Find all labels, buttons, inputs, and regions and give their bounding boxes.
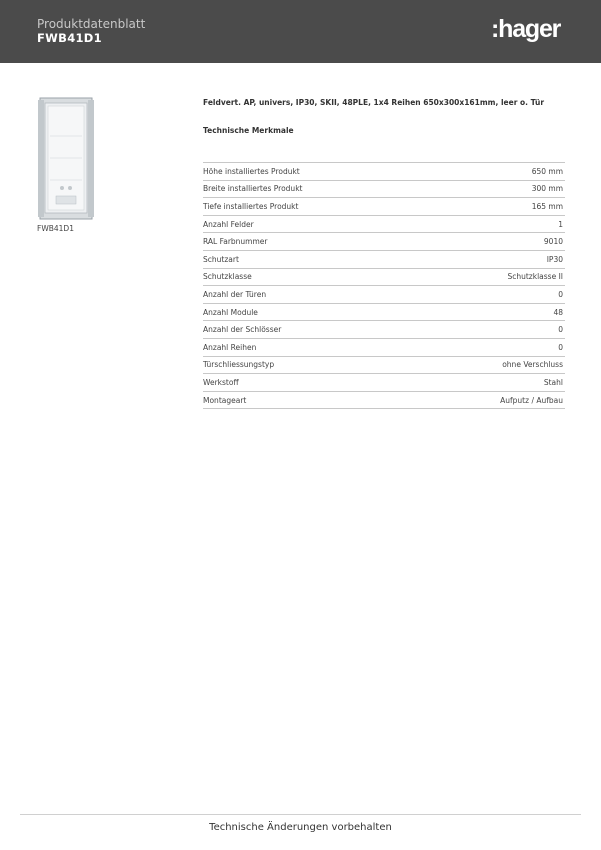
spec-label: Anzahl der Türen [203,289,267,299]
spec-label: Anzahl der Schlösser [203,325,282,335]
spec-value: Schutzklasse II [507,272,563,282]
spec-value: 165 mm [531,201,563,211]
spec-row [203,251,565,269]
spec-label: Anzahl Reihen [203,342,257,352]
spec-value: 650 mm [531,166,563,176]
spec-label: Tiefe installiertes Produkt [203,201,299,211]
spec-label: Anzahl Module [203,307,258,317]
spec-value: 9010 [543,237,563,247]
document-kind: Produktdatenblatt [37,17,146,31]
spec-label: Breite installiertes Produkt [203,184,303,194]
product-image [36,96,96,221]
spec-row [203,339,565,357]
spec-row [203,233,565,251]
footer-note: Technische Änderungen vorbehalten [209,822,392,833]
spec-row [203,392,565,410]
spec-row [203,374,565,392]
spec-label: Montageart [203,395,247,405]
spec-label: Schutzklasse [203,272,252,282]
spec-label: Schutzart [203,254,239,264]
spec-value: 1 [558,219,563,229]
spec-row [203,286,565,304]
spec-value: ohne Verschluss [502,360,563,370]
spec-row [203,269,565,287]
footer-divider [20,814,581,815]
spec-value: IP30 [546,254,563,264]
spec-value: Aufputz / Aufbau [500,395,563,405]
spec-value: 48 [553,307,563,317]
spec-value: 0 [558,289,563,299]
spec-label: Werkstoff [203,377,239,387]
spec-row [203,357,565,375]
document-id: FWB41D1 [37,31,102,45]
spec-label: Türschliessungstyp [203,360,275,370]
spec-row [203,321,565,339]
spec-row [203,216,565,234]
product-image-caption: FWB41D1 [37,224,74,233]
spec-label: RAL Farbnummer [203,237,268,247]
spec-value: Stahl [543,377,563,387]
spec-value: 0 [558,325,563,335]
spec-table [203,162,565,409]
spec-row [203,181,565,199]
spec-row [203,163,565,181]
spec-label: Höhe installiertes Produkt [203,166,300,176]
spec-value: 300 mm [531,184,563,194]
specs-heading: Technische Merkmale [203,126,294,135]
hager-logo: :hager [491,15,561,43]
spec-row [203,304,565,322]
product-title: Feldvert. AP, univers, IP30, SKII, 48PLE, 1x4 Reihen 650x300x161mm, leer o. Tür [203,98,545,107]
spec-value: 0 [558,342,563,352]
spec-label: Anzahl Felder [203,219,254,229]
spec-row [203,198,565,216]
page-header [0,0,601,63]
